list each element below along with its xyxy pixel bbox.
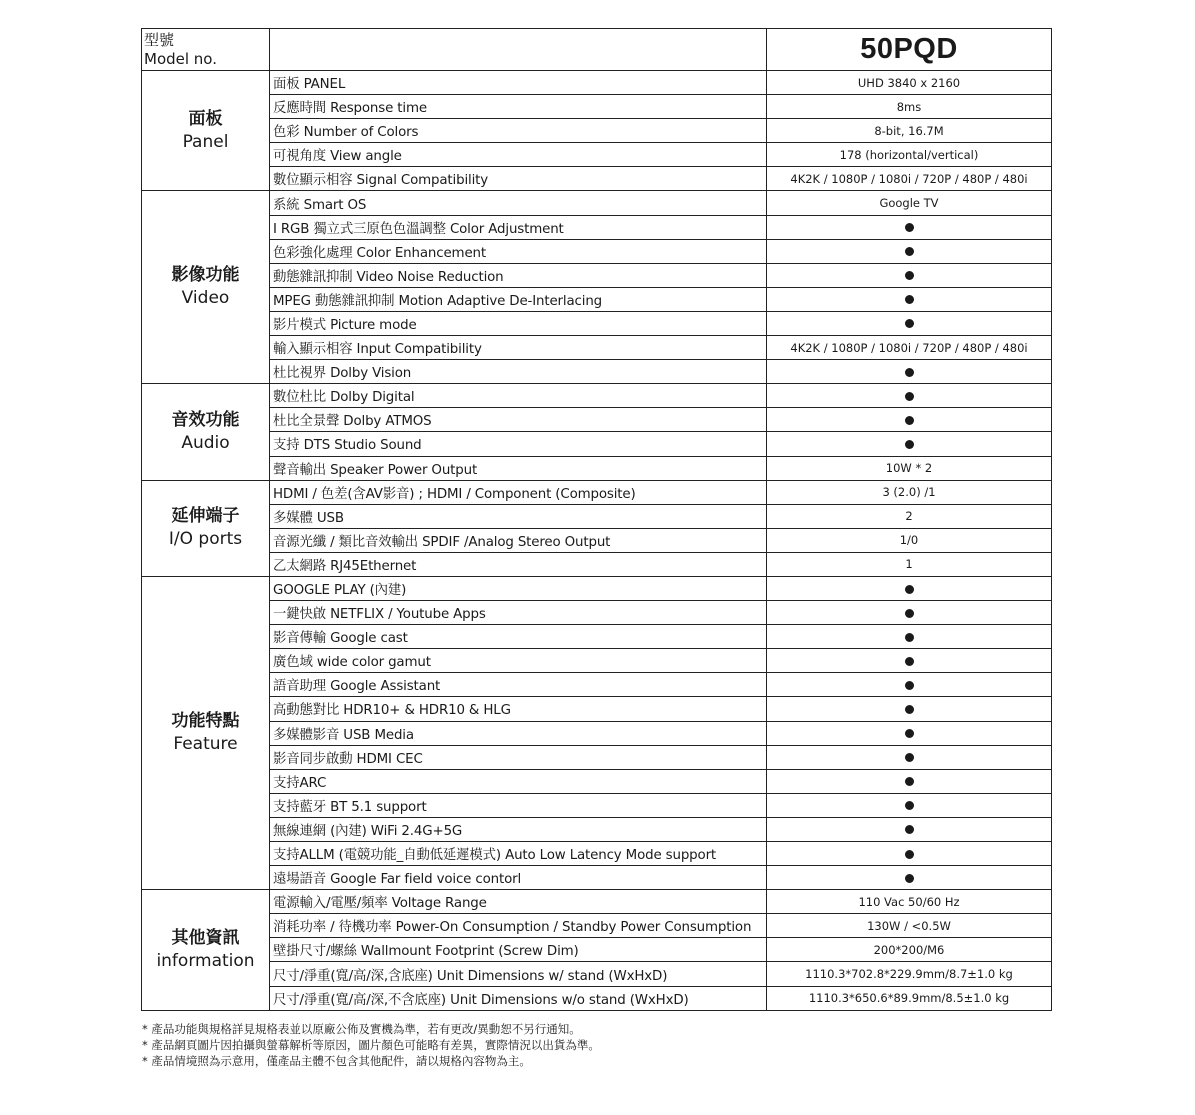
- supported-dot-icon: [905, 609, 914, 618]
- feature-label: 電源輸入/電壓/頻率 Voltage Range: [270, 890, 767, 914]
- spec-row: [142, 528, 1052, 552]
- supported-dot-icon: [905, 319, 914, 328]
- spec-row: [142, 360, 1052, 384]
- model-label-zh: 型號: [144, 30, 175, 49]
- supported-dot-icon: [905, 440, 914, 449]
- group-label: [142, 576, 270, 889]
- feature-value: 4K2K / 1080P / 1080i / 720P / 480P / 480i: [767, 336, 1052, 360]
- feature-label: GOOGLE PLAY (內建): [270, 576, 767, 600]
- feature-value: 110 Vac 50/60 Hz: [767, 890, 1052, 914]
- feature-value: [767, 287, 1052, 311]
- group-label-en: Video: [181, 288, 230, 309]
- feature-label: MPEG 動態雜訊抑制 Motion Adaptive De-Interlacing: [270, 287, 767, 311]
- group-label: [142, 191, 270, 384]
- group-label: [142, 71, 270, 191]
- spec-row: [142, 336, 1052, 360]
- supported-dot-icon: [905, 247, 914, 256]
- spec-row: [142, 119, 1052, 143]
- feature-label: 多媒體影音 USB Media: [270, 721, 767, 745]
- spec-row: [142, 890, 1052, 914]
- spec-row: [142, 456, 1052, 480]
- group-label-zh: 功能特點: [171, 711, 240, 732]
- feature-label: 面板 PANEL: [270, 71, 767, 95]
- supported-dot-icon: [905, 416, 914, 425]
- supported-dot-icon: [905, 825, 914, 834]
- feature-value: [767, 263, 1052, 287]
- supported-dot-icon: [905, 223, 914, 232]
- feature-label: 支持ARC: [270, 769, 767, 793]
- group-label-zh: 影像功能: [171, 265, 240, 286]
- feature-value: Google TV: [767, 191, 1052, 215]
- feature-label: 支持藍牙 BT 5.1 support: [270, 793, 767, 817]
- feature-value: [767, 408, 1052, 432]
- feature-label: 一鍵快啟 NETFLIX / Youtube Apps: [270, 601, 767, 625]
- feature-label: 遠場語音 Google Far field voice contorl: [270, 866, 767, 890]
- feature-label: I RGB 獨立式三原色色溫調整 Color Adjustment: [270, 215, 767, 239]
- feature-value: 130W / <0.5W: [767, 914, 1052, 938]
- spec-row: [142, 625, 1052, 649]
- spec-row: [142, 697, 1052, 721]
- spec-row: [142, 263, 1052, 287]
- feature-label: 影音傳輸 Google cast: [270, 625, 767, 649]
- feature-value: 178 (horizontal/vertical): [767, 143, 1052, 167]
- group-label-en: information: [156, 950, 255, 971]
- feature-value: [767, 793, 1052, 817]
- footnote: * 產品功能與規格詳見規格表並以原廠公佈及實機為準，若有更改/異動恕不另行通知。: [142, 1022, 581, 1036]
- feature-value: 1110.3*702.8*229.9mm/8.7±1.0 kg: [767, 962, 1052, 986]
- feature-value: 1: [767, 552, 1052, 576]
- feature-value: [767, 673, 1052, 697]
- model-label: [142, 29, 270, 71]
- spec-row: [142, 817, 1052, 841]
- spec-row: [142, 95, 1052, 119]
- feature-value: [767, 239, 1052, 263]
- feature-value: [767, 769, 1052, 793]
- group-label: [142, 480, 270, 576]
- feature-value: 10W * 2: [767, 456, 1052, 480]
- supported-dot-icon: [905, 585, 914, 594]
- feature-label: 乙太網路 RJ45Ethernet: [270, 552, 767, 576]
- spec-row: [142, 769, 1052, 793]
- spec-row: [142, 842, 1052, 866]
- spec-row: [142, 408, 1052, 432]
- feature-value: [767, 215, 1052, 239]
- spec-row: [142, 384, 1052, 408]
- group-label-en: Panel: [182, 131, 229, 152]
- supported-dot-icon: [905, 295, 914, 304]
- spec-row: [142, 914, 1052, 938]
- model-label-en: Model no.: [144, 49, 217, 68]
- feature-label: 色彩 Number of Colors: [270, 119, 767, 143]
- spec-row: [142, 552, 1052, 576]
- supported-dot-icon: [905, 874, 914, 883]
- group-label: [142, 384, 270, 480]
- feature-label: 系統 Smart OS: [270, 191, 767, 215]
- feature-value: [767, 311, 1052, 335]
- spec-row: [142, 986, 1052, 1010]
- spec-row: [142, 601, 1052, 625]
- feature-value: [767, 842, 1052, 866]
- spec-row: [142, 504, 1052, 528]
- feature-value: [767, 817, 1052, 841]
- supported-dot-icon: [905, 801, 914, 810]
- footnotes: [142, 1021, 600, 1069]
- spec-row: [142, 432, 1052, 456]
- group-label-zh: 面板: [188, 108, 223, 129]
- spec-row: [142, 239, 1052, 263]
- feature-value: [767, 721, 1052, 745]
- spec-row: [142, 962, 1052, 986]
- spec-row: [142, 649, 1052, 673]
- feature-label: 輸入顯示相容 Input Compatibility: [270, 336, 767, 360]
- group-label-en: Audio: [181, 432, 230, 453]
- feature-value: [767, 649, 1052, 673]
- supported-dot-icon: [905, 753, 914, 762]
- feature-label: 無線連網 (內建) WiFi 2.4G+5G: [270, 817, 767, 841]
- spec-row: [142, 311, 1052, 335]
- feature-label: 高動態對比 HDR10+ & HDR10 & HLG: [270, 697, 767, 721]
- feature-label: 動態雜訊抑制 Video Noise Reduction: [270, 263, 767, 287]
- footnote: * 產品網頁圖片因拍攝與螢幕解析等原因，圖片顏色可能略有差異，實際情況以出貨為準。: [142, 1038, 600, 1052]
- feature-label: 聲音輸出 Speaker Power Output: [270, 456, 767, 480]
- feature-label: 尺寸/淨重(寬/高/深,不含底座) Unit Dimensions w/o stand (WxHxD): [270, 986, 767, 1010]
- feature-label: 語音助理 Google Assistant: [270, 673, 767, 697]
- feature-label: 支持ALLM (電競功能_自動低延遲模式) Auto Low Latency Mode support: [270, 842, 767, 866]
- group-label-zh: 音效功能: [171, 409, 240, 430]
- group-label: [142, 890, 270, 1010]
- model-number: 50PQD: [767, 29, 1052, 71]
- supported-dot-icon: [905, 368, 914, 377]
- feature-value: 1/0: [767, 528, 1052, 552]
- feature-value: 200*200/M6: [767, 938, 1052, 962]
- feature-value: 3 (2.0) /1: [767, 480, 1052, 504]
- feature-label: 杜比視界 Dolby Vision: [270, 360, 767, 384]
- feature-value: [767, 576, 1052, 600]
- feature-value: 8ms: [767, 95, 1052, 119]
- spec-row: [142, 938, 1052, 962]
- spec-row: [142, 191, 1052, 215]
- feature-label: 影片模式 Picture mode: [270, 311, 767, 335]
- feature-label: 多媒體 USB: [270, 504, 767, 528]
- feature-label: 數位杜比 Dolby Digital: [270, 384, 767, 408]
- feature-value: [767, 432, 1052, 456]
- spec-row: [142, 721, 1052, 745]
- feature-label: 反應時間 Response time: [270, 95, 767, 119]
- spec-table: [141, 28, 1052, 1011]
- supported-dot-icon: [905, 681, 914, 690]
- supported-dot-icon: [905, 850, 914, 859]
- spec-row: [142, 143, 1052, 167]
- supported-dot-icon: [905, 633, 914, 642]
- spec-row: [142, 576, 1052, 600]
- spec-row: [142, 71, 1052, 95]
- feature-value: [767, 697, 1052, 721]
- feature-value: 8-bit, 16.7M: [767, 119, 1052, 143]
- group-label-en: I/O ports: [168, 529, 243, 550]
- spec-row: [142, 287, 1052, 311]
- spec-row: [142, 480, 1052, 504]
- feature-label: 影音同步啟動 HDMI CEC: [270, 745, 767, 769]
- footnote: * 產品情境照為示意用，僅產品主體不包含其他配件，請以規格內容物為主。: [142, 1054, 531, 1068]
- supported-dot-icon: [905, 705, 914, 714]
- model-header-row: [142, 29, 1052, 71]
- supported-dot-icon: [905, 271, 914, 280]
- group-label-zh: 其他資訊: [171, 927, 240, 948]
- supported-dot-icon: [905, 657, 914, 666]
- feature-value: [767, 360, 1052, 384]
- feature-value: 4K2K / 1080P / 1080i / 720P / 480P / 480i: [767, 167, 1052, 191]
- feature-label: 廣色域 wide color gamut: [270, 649, 767, 673]
- feature-value: [767, 866, 1052, 890]
- supported-dot-icon: [905, 729, 914, 738]
- group-label-zh: 延伸端子: [171, 506, 240, 527]
- feature-label: 支持 DTS Studio Sound: [270, 432, 767, 456]
- feature-label: HDMI / 色差(含AV影音) ; HDMI / Component (Composite): [270, 480, 767, 504]
- spec-row: [142, 866, 1052, 890]
- spec-row: [142, 215, 1052, 239]
- spec-row: [142, 673, 1052, 697]
- feature-value: [767, 384, 1052, 408]
- feature-value: [767, 601, 1052, 625]
- feature-label: 壁掛尺寸/螺絲 Wallmount Footprint (Screw Dim): [270, 938, 767, 962]
- feature-label: 可視角度 View angle: [270, 143, 767, 167]
- feature-value: [767, 745, 1052, 769]
- model-empty-cell: [270, 29, 767, 71]
- supported-dot-icon: [905, 392, 914, 401]
- feature-value: 2: [767, 504, 1052, 528]
- supported-dot-icon: [905, 777, 914, 786]
- feature-label: 尺寸/淨重(寬/高/深,含底座) Unit Dimensions w/ stand (WxHxD): [270, 962, 767, 986]
- feature-value: 1110.3*650.6*89.9mm/8.5±1.0 kg: [767, 986, 1052, 1010]
- spec-row: [142, 167, 1052, 191]
- group-label-en: Feature: [173, 734, 238, 755]
- feature-label: 數位顯示相容 Signal Compatibility: [270, 167, 767, 191]
- feature-label: 消耗功率 / 待機功率 Power-On Consumption / Standby Power Consumption: [270, 914, 767, 938]
- feature-label: 音源光纖 / 類比音效輸出 SPDIF /Analog Stereo Output: [270, 528, 767, 552]
- feature-label: 色彩強化處理 Color Enhancement: [270, 239, 767, 263]
- feature-value: UHD 3840 x 2160: [767, 71, 1052, 95]
- feature-label: 杜比全景聲 Dolby ATMOS: [270, 408, 767, 432]
- spec-row: [142, 745, 1052, 769]
- feature-value: [767, 625, 1052, 649]
- spec-row: [142, 793, 1052, 817]
